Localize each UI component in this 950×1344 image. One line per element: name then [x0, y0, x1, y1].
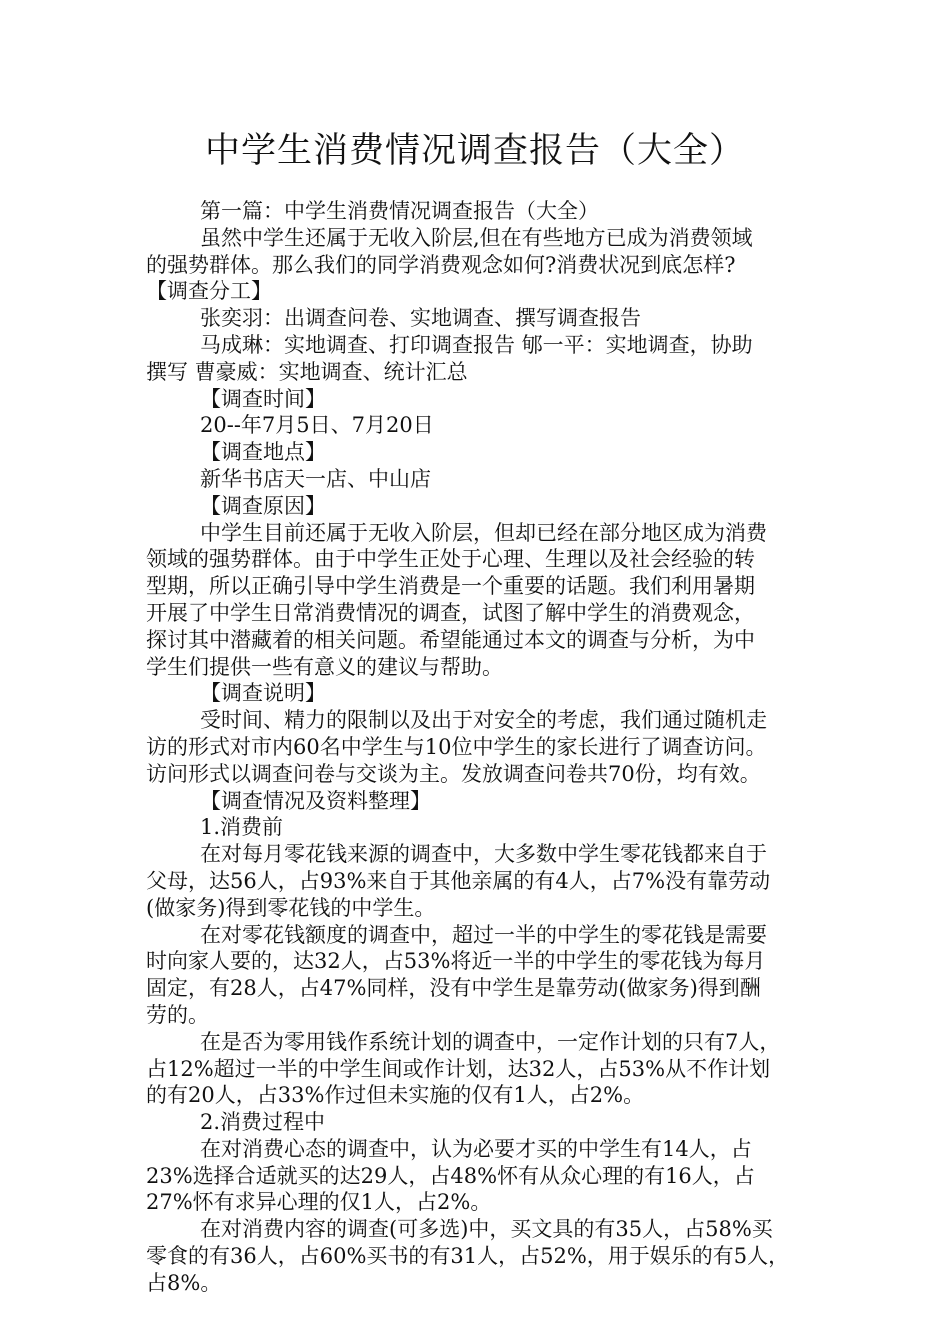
text-line: 20--年7月5日、7月20日: [200, 413, 434, 438]
text-line: 新华书店天一店、中山店: [200, 466, 431, 491]
text-line: 领域的强势群体。由于中学生正处于心理、生理以及社会经验的转: [146, 547, 755, 572]
text-line: 在是否为零用钱作系统计划的调查中，一定作计划的只有7人，: [200, 1029, 781, 1054]
text-line: 访问形式以调查问卷与交谈为主。发放调查问卷共70份，均有效。: [146, 761, 761, 786]
text-line: 撰写 曹豪威：实地调查、统计汇总: [146, 359, 468, 384]
text-line: 【调查分工】: [146, 279, 272, 304]
text-line: 马成琳：实地调查、打印调查报告 郇一平：实地调查，协助: [200, 332, 753, 357]
text-line: 2.消费过程中: [200, 1110, 326, 1135]
text-line: 23%选择合适就买的达29人，占48%怀有从众心理的有16人，占: [146, 1163, 755, 1188]
text-line: 占8%。: [146, 1270, 222, 1295]
text-line: 型期，所以正确引导中学生消费是一个重要的话题。我们利用暑期: [146, 574, 755, 599]
text-line: 的有20人，占33%作过但未实施的仅有1人，占2%。: [146, 1083, 645, 1108]
text-line: 的强势群体。那么我们的同学消费观念如何?消费状况到底怎样?: [146, 252, 736, 277]
text-line: 探讨其中潜藏着的相关问题。希望能通过本文的调查与分析，为中: [146, 627, 755, 652]
text-line: 【调查时间】: [200, 386, 326, 411]
text-line: 第一篇：中学生消费情况调查报告（大全）: [200, 199, 599, 223]
text-line: 零食的有36人，占60%买书的有31人，占52%，用于娱乐的有5人，: [146, 1244, 790, 1269]
text-line: 【调查地点】: [200, 440, 326, 465]
text-line: 劳的。: [146, 1002, 209, 1027]
text-line: (做家务)得到零花钱的中学生。: [146, 895, 436, 920]
text-line: 27%怀有求异心理的仅1人，占2%。: [146, 1190, 492, 1215]
text-line: 访的形式对市内60名中学生与10位中学生的家长进行了调查访问。: [146, 734, 767, 759]
text-line: 【调查原因】: [200, 493, 326, 518]
text-line: 在对消费内容的调查(可多选)中，买文具的有35人，占58%买: [200, 1217, 773, 1242]
text-line: 受时间、精力的限制以及出于对安全的考虑，我们通过随机走: [200, 708, 767, 733]
text-line: 张奕羽：出调查问卷、实地调查、撰写调查报告: [200, 306, 641, 331]
text-line: 虽然中学生还属于无收入阶层,但在有些地方已成为消费领域: [200, 225, 753, 250]
text-line: 中学生目前还属于无收入阶层，但却已经在部分地区成为消费: [200, 520, 767, 545]
text-line: 在对消费心态的调查中，认为必要才买的中学生有14人，占: [200, 1136, 752, 1161]
text-line: 【调查说明】: [200, 681, 326, 706]
text-line: 占12%超过一半的中学生间或作计划，达32人，占53%从不作计划: [146, 1056, 771, 1081]
text-line: 【调查情况及资料整理】: [200, 788, 431, 813]
document-body: [146, 198, 808, 1297]
text-line: 学生们提供一些有意义的建议与帮助。: [146, 654, 503, 679]
text-line: 在对零花钱额度的调查中，超过一半的中学生的零花钱是需要: [200, 922, 767, 947]
text-line: 父母，达56人，占93%来自于其他亲属的有4人，占7%没有靠劳动: [146, 868, 771, 893]
text-line: 1.消费前: [200, 815, 284, 840]
text-line: 在对每月零花钱来源的调查中，大多数中学生零花钱都来自于: [200, 842, 767, 867]
document-title: 中学生消费情况调查报告（大全）: [204, 131, 745, 171]
text-line: 时向家人要的，达32人，占53%将近一半的中学生的零花钱为每月: [146, 949, 766, 974]
text-line: 固定，有28人，占47%同样，没有中学生是靠劳动(做家务)得到酬: [146, 976, 761, 1001]
text-line: 开展了中学生日常消费情况的调查，试图了解中学生的消费观念，: [146, 600, 755, 625]
